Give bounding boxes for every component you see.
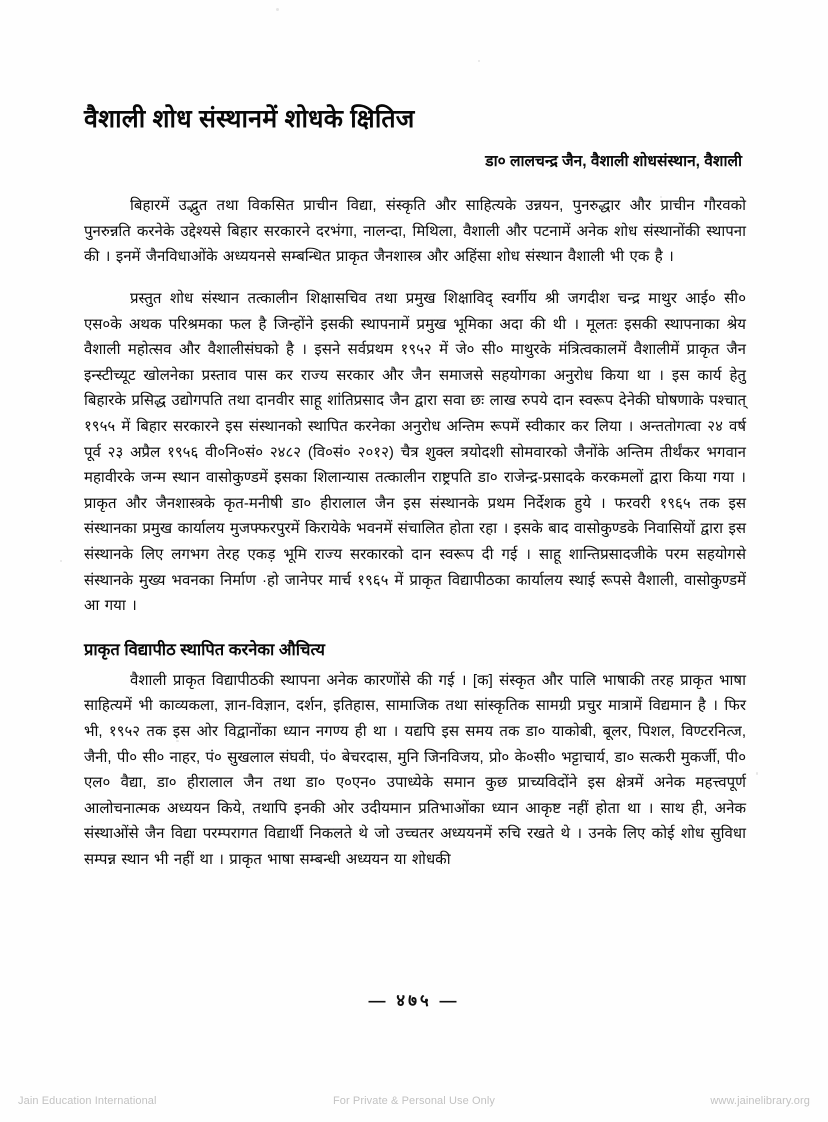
scan-speckle xyxy=(756,772,758,775)
page-footer xyxy=(0,1090,828,1112)
text-column xyxy=(84,104,746,873)
footer-left-text: Jain Education International xyxy=(18,1095,157,1107)
scan-speckle xyxy=(276,8,279,11)
scan-speckle xyxy=(478,60,480,62)
section-heading-1: प्राकृत विद्यापीठ स्थापित करनेका औचित्य xyxy=(84,640,325,659)
footer-right-link: www.jainelibrary.org xyxy=(710,1095,810,1107)
author-byline: डा० लालचन्द्र जैन, वैशाली शोधसंस्थान, वैशाली xyxy=(485,153,742,171)
page-number: — ४७५ — xyxy=(368,991,460,1010)
scan-speckle xyxy=(60,560,62,562)
page-title: वैशाली शोध संस्थानमें शोधके क्षितिज xyxy=(84,105,415,133)
footer-center-text: For Private & Personal Use Only xyxy=(332,1095,496,1107)
paragraph-1: बिहारमें उद्भुत तथा विकसित प्राचीन विद्या, संस्कृति और साहित्यके उन्नयन, पुनरुद्धार और प्राचीन गौरवको पुनरुन्नति करनेके उद्देश्यसे बिहार सरकारने दरभंगा, नालन्दा, मिथिला, वैशाली और पटनामें अनेक शोध संस्थानोंकी स्थापना की । इनमें जैनविधाओंके अध्ययनसे सम्बन्धित प्राकृत जैनशास्त्र और अहिंसा शोध संस्थान वैशाली भी एक है । xyxy=(84,197,746,266)
paragraph-3: वैशाली प्राकृत विद्यापीठकी स्थापना अनेक कारणोंसे की गई । [क] संस्कृत और पालि भाषाकी तरह प्राकृत भाषा साहित्यमें भी काव्यकला, ज्ञान-विज्ञान, दर्शन, इतिहास, सामाजिक तथा सांस्कृतिक सामग्री प्रचुर मात्रामें विद्यमान है । फिर भी, १९५२ तक इस ओर विद्वानोंका ध्यान नगण्य ही था । यद्यपि इस समय तक डा० याकोबी, बूलर, पिशल, विण्टरनित्ज, जैनी, पी० सी० नाहर, पं० सुखलाल संघवी, पं० बेचरदास, मुनि जिनविजय, प्रो० के०सी० भट्टाचार्य, डा० सत्करी मुकर्जी, पी० एल० वैद्या, डा० हीरालाल जैन तथा डा० ए०एन० उपाध्येके समान कुछ प्राच्यविदोंने इस क्षेत्रमें अनेक महत्त्वपूर्ण आलोचनात्मक अध्ययन किये, तथापि इनकी ओर उदीयमान प्रतिभाओंका ध्यान आकृष्ट नहीं होता था । साथ ही, अनेक संस्थाओंसे जैन विद्या परम्परागत विद्यार्थी निकलते थे जो उच्चतर अध्ययनमें रुचि रखते थे । उनके लिए कोई शोध सुविधा सम्पन्न स्थान भी नहीं था । प्राकृत भाषा सम्बन्धी अध्ययन या शोधकी xyxy=(84,671,746,868)
paragraph-2: प्रस्तुत शोध संस्थान तत्कालीन शिक्षासचिव तथा प्रमुख शिक्षाविद् स्वर्गीय श्री जगदीश चन्द्र माथुर आई० सी० एस०के अथक परिश्रमका फल है जिन्होंने इसकी स्थापनामें प्रमुख भूमिका अदा की थी । मूलतः इसकी स्थापनाका श्रेय वैशाली महोत्सव और वैशालीसंघको है । इसने सर्वप्रथम १९५२ में जे० सी० माथुरके मंत्रित्वकालमें वैशालीमें प्राकृत जैन इन्स्टीच्यूट खोलनेका प्रस्ताव पास कर राज्य सरकार और जैन समाजसे सहयोगका अनुरोध किया था । इस कार्य हेतु बिहारके प्रसिद्ध उद्योगपति तथा दानवीर साहू शांतिप्रसाद जैन द्वारा सवा छः लाख रुपये दान स्वरूप देनेकी घोषणाके पश्चात् १९५५ में बिहार सरकारने इस संस्थानको स्थापित करनेका अनुरोध अन्तिम रूपमें स्वीकार कर लिया । अन्ततोगत्वा २४ वर्ष पूर्व २३ अप्रैल १९५६ वी०नि०सं० २४८२ (वि०सं० २०१२) चैत्र शुक्ल त्रयोदशी सोमवारको जैनोंके अन्तिम तीर्थंकर भगवान महावीरके जन्म स्थान वासोकुण्डमें इसका शिलान्यास तत्कालीन राष्ट्रपति डा० राजेन्द्र-प्रसादके करकमलों द्वारा किया गया । प्राकृत और जैनशास्त्रके कृत-मनीषी डा० हीरालाल जैन इस संस्थानके प्रथम निर्देशक हुये । फरवरी १९६५ तक इस संस्थानका प्रमुख कार्यालय मुजफ्फरपुरमें किरायेके भवनमें संचालित होता रहा । इसके बाद वासोकुण्डके निवासियों द्वारा इस संस्थानके लिए लगभग तेरह एकड़ भूमि राज्य सरकारको दान स्वरूप दी गई । साहू शान्तिप्रसादजीके परम सहयोगसे संस्थानके मुख्य भवनका निर्माण ·हो जानेपर मार्च १९६५ में प्राकृत विद्यापीठका कार्यालय स्थाई रूपसे वैशाली, वासोकुण्डमें आ गया । xyxy=(84,290,746,615)
